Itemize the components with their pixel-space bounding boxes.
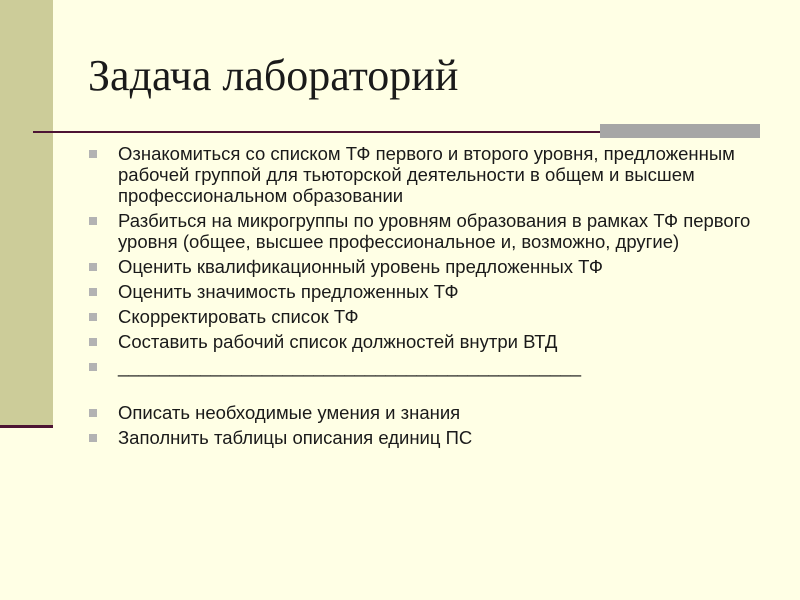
bullet-text: Заполнить таблицы описания единиц ПС [118,427,473,448]
square-bullet-icon [89,338,97,346]
square-bullet-icon [89,263,97,271]
bullet-item [88,402,758,423]
bullet-item [88,306,758,327]
bullet-text: Разбиться на микрогруппы по уровням образования в рамках ТФ первого уровня (общее, высшее профессиональное и, возможно, другие) [118,210,751,252]
bullet-text: Оценить квалификационный уровень предложенных ТФ [118,256,603,277]
bullet-text: Ознакомиться со списком ТФ первого и второго уровня, предложенным рабочей группой для тьюторской деятельности в общем и высшем профессиональном образовании [118,143,735,206]
title-accent-bar [600,124,760,138]
square-bullet-icon [89,217,97,225]
square-bullet-icon [89,363,97,371]
square-bullet-icon [89,409,97,417]
square-bullet-icon [89,150,97,158]
bullet-text: Скорректировать список ТФ [118,306,359,327]
bullet-text: _____________________________________________ [118,356,581,377]
square-bullet-icon [89,434,97,442]
bullet-text: Оценить значимость предложенных ТФ [118,281,459,302]
bullet-item [88,281,758,302]
slide-title: Задача лабораторий [88,51,459,100]
bullet-item [88,427,758,448]
bullet-item-blank-line [88,356,758,377]
bullet-text: Составить рабочий список должностей внутри ВТД [118,331,558,352]
side-bar-decoration [0,0,53,425]
bullet-item [88,256,758,277]
bullet-item [88,143,758,206]
bullet-list [88,143,758,452]
square-bullet-icon [89,313,97,321]
bullet-text: Описать необходимые умения и знания [118,402,461,423]
bullet-item [88,331,758,352]
bullet-item [88,210,758,252]
square-bullet-icon [89,288,97,296]
side-bar-rule [0,425,53,428]
